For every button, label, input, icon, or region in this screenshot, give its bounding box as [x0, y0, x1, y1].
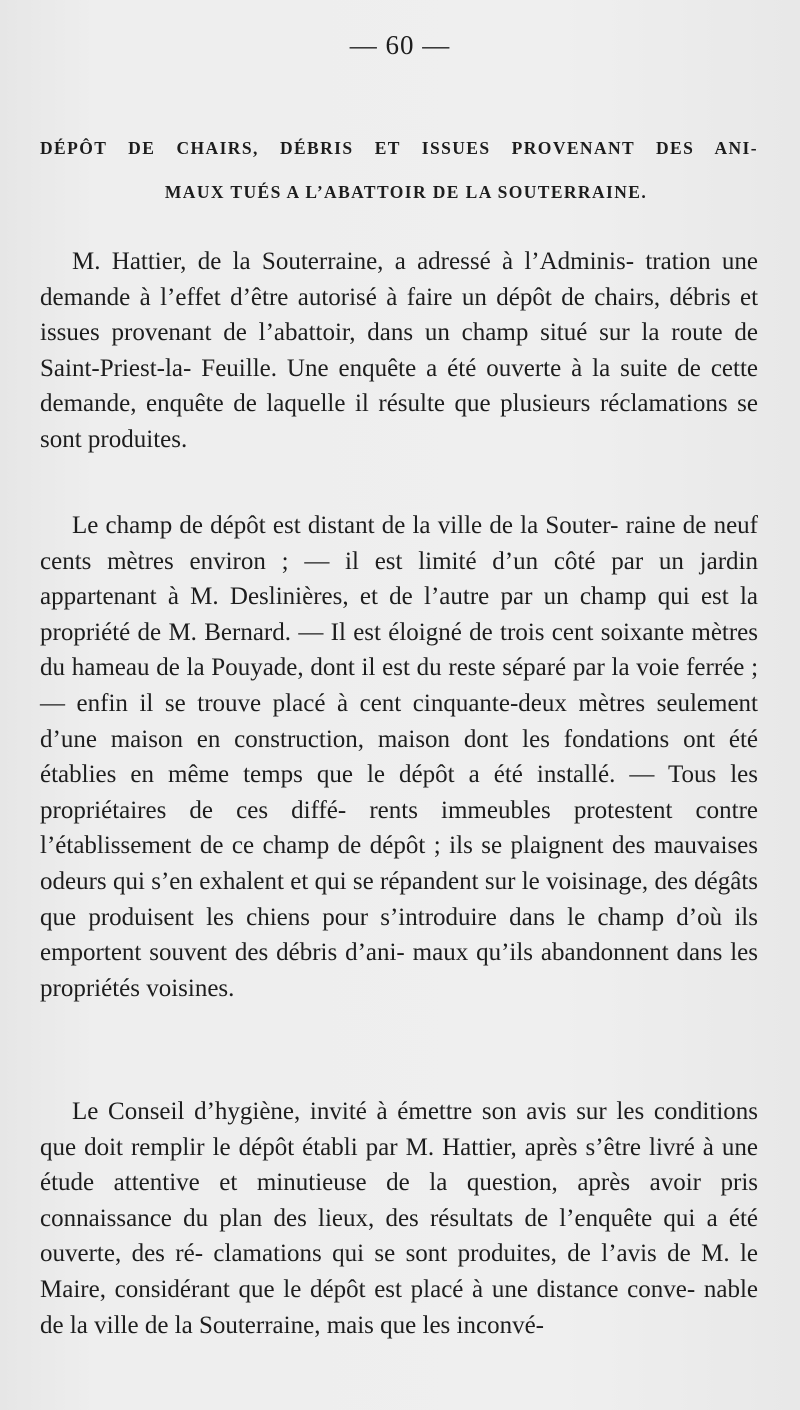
text-line: qui s’en exhalent et qui se répandent sur le voisinage, des [112, 867, 688, 895]
text-line: dégâts que produisent les chiens pour s’introduire dans [40, 867, 759, 931]
text-line: dépôt de chairs, débris et issues provenant de l’abattoir, [40, 283, 759, 347]
text-line: côté par un jardin appartenant à M. Deslinières, et de [40, 547, 758, 611]
text-line: Feuille. Une enquête a été ouverte à la suite de cette [201, 354, 758, 382]
text-line: conditions que doit remplir le dépôt établi par M. Hattier, [40, 1098, 758, 1161]
text-line: lieux, des résultats de l’enquête qui a été ouverte, des ré- [40, 1204, 758, 1268]
text-line: clamations qui se sont produites, de l’avis de M. le Maire, [40, 1240, 759, 1303]
text-line: M. Hattier, de la Souterraine, a adressé à l’Adminis- [72, 248, 635, 275]
heading-line: DÉPÔT DE CHAIRS, DÉBRIS ET ISSUES PROVENANT DES ANI- [40, 138, 758, 158]
text-line: considérant que le dépôt est placé à une distance conve- [114, 1275, 696, 1303]
text-line: raine de neuf cents mètres environ ; — il est limité d’un [40, 512, 758, 575]
paragraph [40, 244, 758, 458]
paragraph [40, 508, 758, 1006]
page-number: — 60 — [349, 30, 451, 60]
text-line: Le champ de dépôt est distant de la ville de la Souter- [72, 512, 619, 539]
text-line: de la Pouyade, dont il est du reste séparé par la voie [156, 654, 680, 682]
text-line: dans un champ situé sur la route de Saint-Priest-la- [40, 319, 758, 382]
text-line: Le Conseil d’hygiène, invité à émettre son avis sur les [72, 1098, 645, 1125]
text-line: après s’être livré à une étude attentive et minutieuse de [40, 1133, 758, 1197]
text-line: champ de dépôt ; ils se plaignent des mauvaises odeurs [40, 832, 758, 895]
text-line: dont les fondations ont été établies en même temps que le [40, 725, 759, 789]
section-heading [40, 126, 758, 214]
text-line: tration une demande à l’effet d’être autorisé à faire un [40, 248, 759, 311]
text-line: mètres seulement d’une maison en construction, maison [40, 689, 758, 753]
text-line: la question, après avoir pris connaissance du plan des [40, 1169, 759, 1232]
text-line: l’autre par un champ qui est la propriété de M. Bernard. [40, 583, 759, 646]
text-line: rents immeubles protestent contre l’établissement de ce [40, 796, 758, 860]
text-line: le champ d’où ils emportent souvent des débris d’ani- [40, 903, 758, 967]
text-line: ferrée ; — enfin il se trouve placé à cent cinquante-deux [40, 654, 759, 717]
heading-line: MAUX TUÉS A L’ABATTOIR DE LA SOUTERRAINE. [164, 182, 648, 202]
text-line: maux qu’ils abandonnent dans les propriétés voisines. [40, 939, 758, 1002]
text-line: nable de la ville de la Souterraine, mais que les inconvé- [40, 1275, 758, 1339]
text-line: — Il est éloigné de trois cent soixante mètres du hameau [40, 618, 759, 682]
text-line: dépôt a été installé. — Tous les propriétaires de ces diffé- [40, 761, 759, 824]
text-line: réclamations se sont produites. [40, 390, 758, 453]
text-line: demande, enquête de laquelle il résulte que plusieurs [40, 390, 591, 418]
paragraph [40, 1094, 758, 1343]
